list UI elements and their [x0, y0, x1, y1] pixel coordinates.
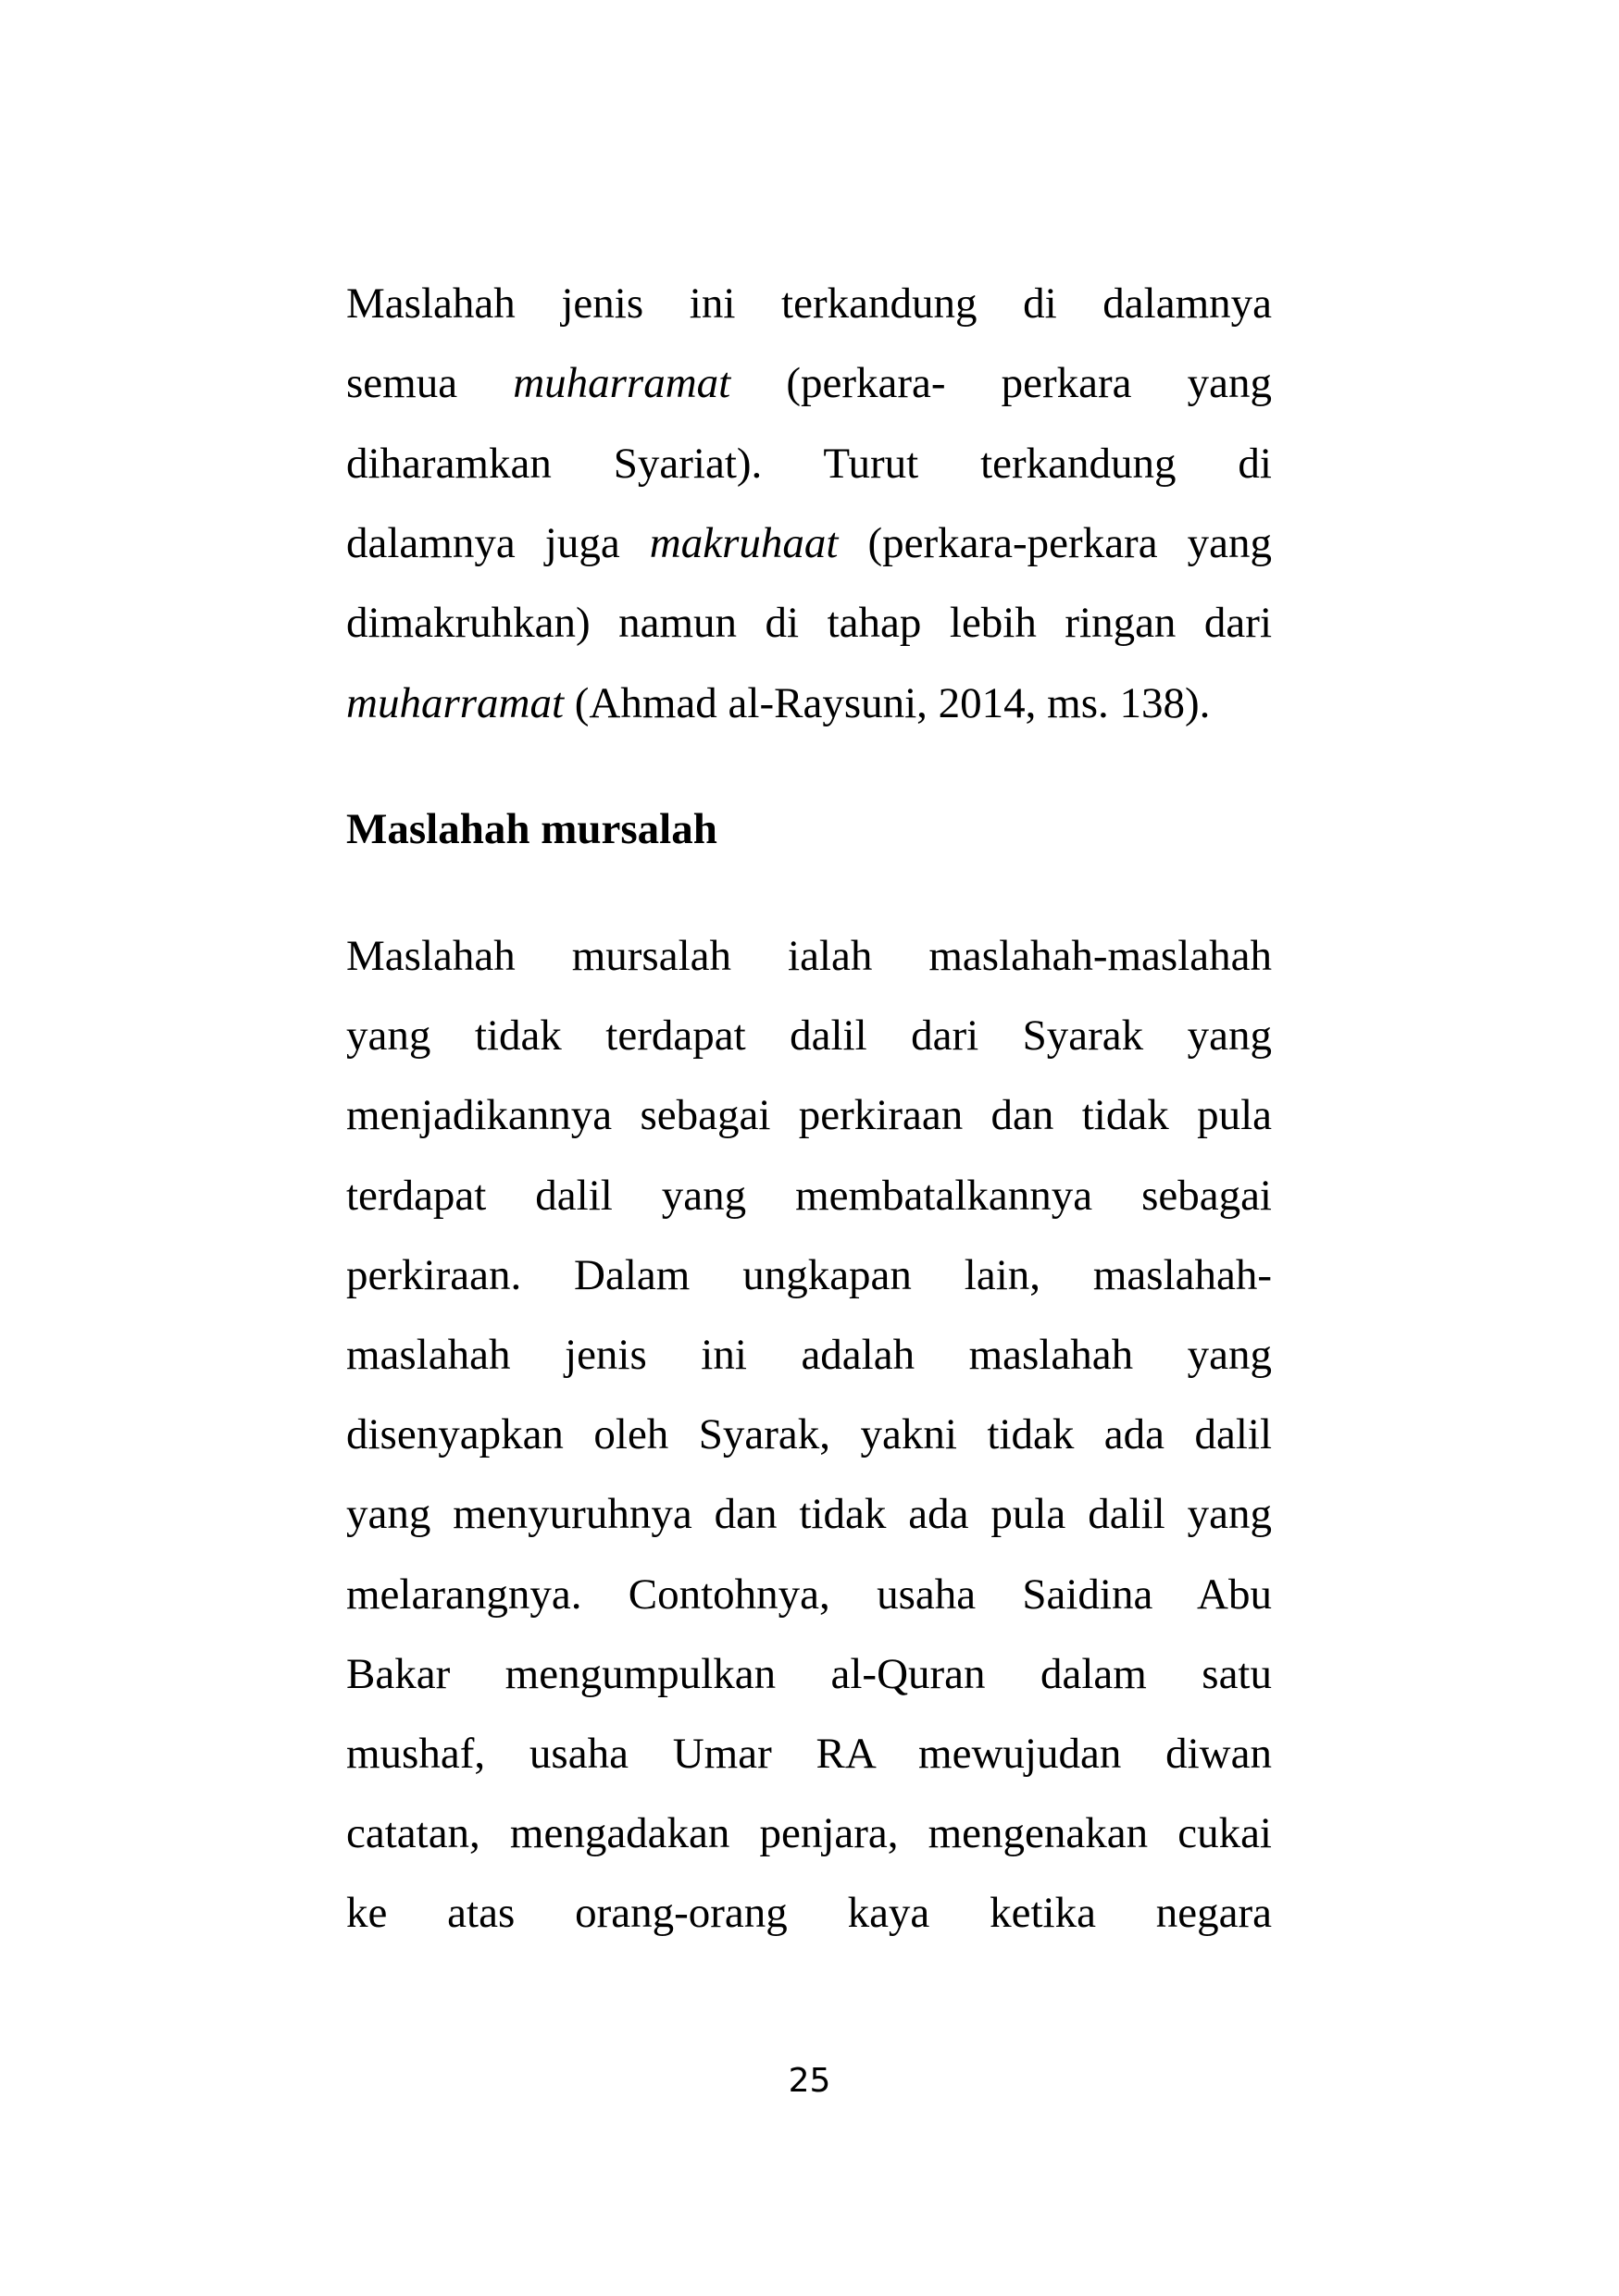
text-line	[346, 511, 1272, 576]
text-segment: semua	[346, 359, 514, 408]
text-line	[346, 924, 1272, 988]
text-line	[346, 1562, 1272, 1627]
text-segment: (Ahmad al-Raysuni, 2014, ms. 138).	[564, 678, 1211, 727]
text-line	[346, 1801, 1272, 1866]
text-line	[346, 1083, 1272, 1148]
text-segment: disenyapkan oleh Syarak, yakni tidak ada dalil	[346, 1410, 1272, 1459]
text-line	[346, 1721, 1272, 1786]
text-segment: diharamkan Syariat). Turut terkandung di	[346, 439, 1272, 488]
text-line	[346, 1880, 1272, 1945]
text-segment: yang tidak terdapat dalil dari Syarak yang	[346, 1011, 1272, 1061]
text-segment: yang menyuruhnya dan tidak ada pula dalil yang	[346, 1490, 1272, 1539]
text-segment: (perkara- perkara yang	[730, 359, 1272, 408]
text-segment: (perkara-perkara yang	[838, 518, 1272, 567]
text-segment: dalamnya juga	[346, 518, 650, 567]
text-line	[346, 1402, 1272, 1467]
text-line	[346, 1163, 1272, 1228]
text-segment: ke atas orang-orang kaya ketika negara	[346, 1889, 1272, 1938]
text-segment: menjadikannya sebagai perkiraan dan tidak pula	[346, 1091, 1272, 1140]
text-segment: Maslahah jenis ini terkandung di dalamnya	[346, 279, 1272, 328]
italic-term: muharramat	[513, 359, 731, 408]
text-line	[346, 271, 1272, 336]
text-segment: Maslahah mursalah ialah maslahah-maslahah	[346, 932, 1272, 980]
section-heading: Maslahah mursalah	[346, 805, 717, 853]
text-segment: dimakruhkan) namun di tahap lebih ringan dari	[346, 599, 1272, 648]
text-line	[346, 1243, 1272, 1308]
italic-term: muharramat	[346, 678, 565, 727]
text-segment: terdapat dalil yang membatalkannya sebagai	[346, 1171, 1272, 1220]
text-segment: catatan, mengadakan penjara, mengenakan cukai	[346, 1809, 1272, 1858]
page-number: 25	[788, 2062, 831, 2100]
italic-term: makruhaat	[649, 518, 839, 567]
text-line	[346, 1322, 1272, 1387]
text-segment: Bakar mengumpulkan al-Quran dalam satu	[346, 1649, 1272, 1698]
text-line	[346, 590, 1272, 655]
text-line	[346, 1003, 1272, 1068]
text-line	[346, 351, 1272, 416]
text-line	[346, 671, 1272, 736]
text-segment: melarangnya. Contohnya, usaha Saidina Abu	[346, 1570, 1272, 1619]
text-segment: maslahah jenis ini adalah maslahah yang	[346, 1331, 1272, 1379]
text-segment: mushaf, usaha Umar RA mewujudan diwan	[346, 1730, 1272, 1778]
text-line	[346, 431, 1272, 496]
text-segment: perkiraan. Dalam ungkapan lain, maslahah-	[346, 1250, 1272, 1299]
text-line	[346, 1482, 1272, 1546]
text-line	[346, 1642, 1272, 1706]
